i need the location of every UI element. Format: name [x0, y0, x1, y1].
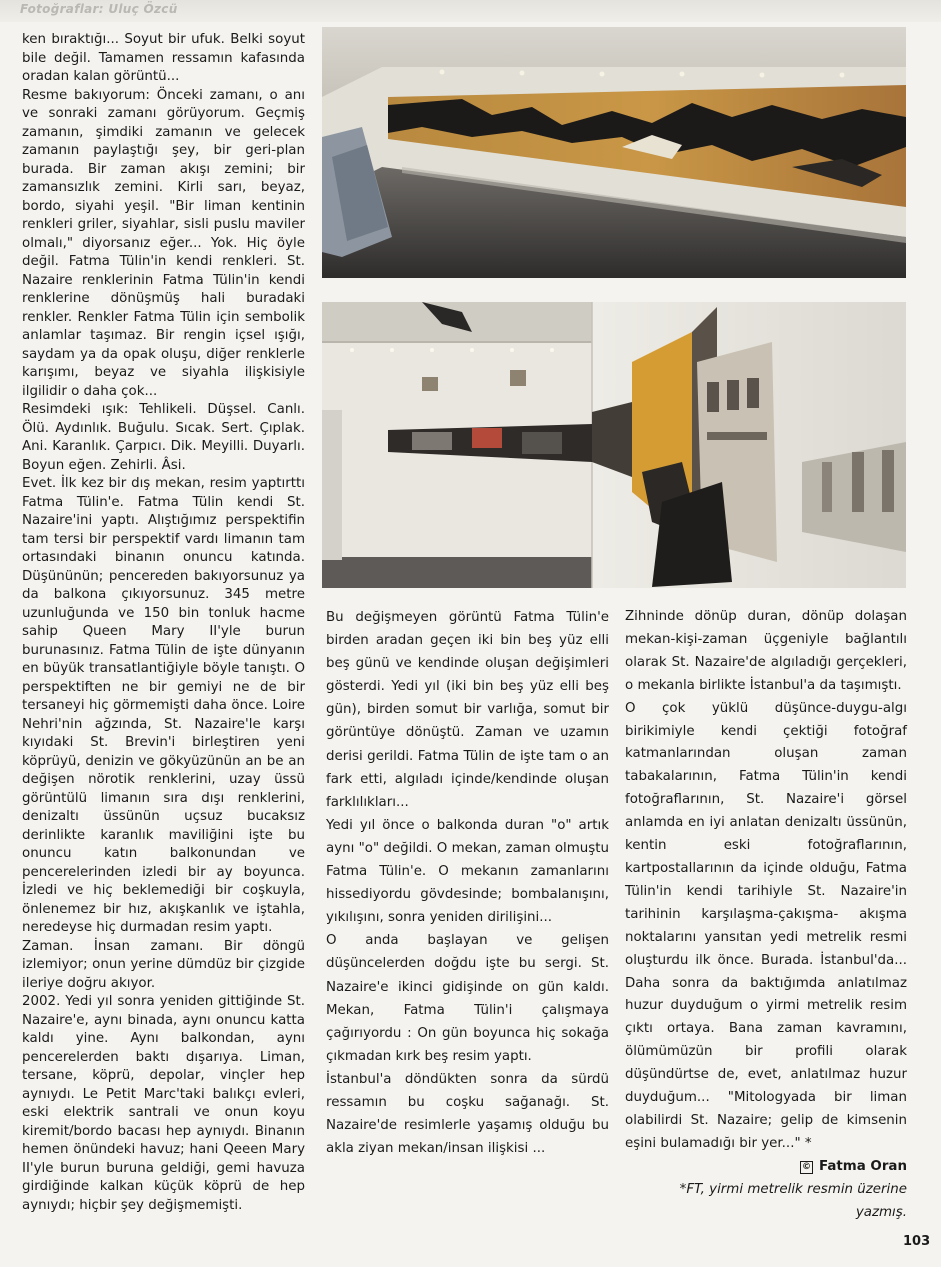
- paragraph: ken bıraktığı... Soyut bir ufuk. Belki soyut bile değil. Tamamen ressamın kafasında oradan kalan görüntü...: [22, 32, 305, 84]
- paragraph: O çok yüklü düşünce-duygu-algı birikimiyle kendi çektiği fotoğraf katmanlarından oluşan zaman tabakalarının, Fatma Tülin'in kendi fotoğraflarının, St. Nazaire'i görsel anlamda en iyi anlatan denizaltı üssünün, kentin eski fotoğraflarının, kartpostallarının da içinde olduğu, Fatma Tülin'in kendi tarihiyle St. Nazaire'in tarihinin karşılaşma-çakışma- akışma noktalarını yansıtan yedi metrelik resmi oluşturdu ilk önce. Burada. İstanbul'da... Daha sonra da baktığımda anlatılmaz huzur duyduğum o yirmi metrelik resim çıktı ortaya. Bana zaman kavramını, ölümümüzün bir profili olarak düşündürtse de, evet, anlatılmaz huzur duyduğum... "Mitologyada bir liman olabilirdi St. Nazaire; gelip de kimsenin eşini bulamadığı bir yer..." *: [625, 700, 907, 1151]
- paragraph: Zaman. İnsan zamanı. Bir döngü izlemiyor; onun yerine dümdüz bir çizgide ileriye doğru akıyor.: [22, 938, 305, 991]
- photo-credit: Fotoğraflar: Uluç Özcü: [20, 2, 178, 16]
- paragraph: Bu değişmeyen görüntü Fatma Tülin'e birden aradan geçen iki bin beş yüz elli beş günü ve kendinde oluşan değişimleri gösterdi. Yedi yıl (iki bin beş yüz elli beş gün), birden somut bir varlığa, somut bir görüntüye dönüştü. Zaman ve uzamın derisi gerildi. Fatma Tülin de işte tam o an fark etti, algıladı içinde/kendinde oluşan farklılıkları...: [326, 610, 609, 810]
- text-column-3: [625, 606, 907, 1224]
- paragraph: Evet. İlk kez bir dış mekan, resim yaptırttı Fatma Tülin'e. Fatma Tülin kendi St. Nazaire'ini yaptı. Alıştığımız perspektifin tam tersi bir perspektif vardı limanın tam ortasındaki binanın onuncu katında. Düşününün; pencereden bakıyorsunuz ya da balkona çıkıyorsunuz. 345 metre uzunluğunda ve 150 bin tonluk hacme sahip Queen Mary II'yle burun burunasınız. Fatma Tülin de işte dünyanın en büyük transatlantiğiyle böyle tanıştı. O perspektiften ne bir gemiyi ne de bir tersaneyi hiç görmemişti daha önce. Loire Nehri'nin ağzında, St. Nazaire'le karşı kıyıdaki St. Brevin'i birleştiren yeni köprüyü, denizin ve gökyüzünün an be an değişen nörotik renklerini, uzay üssü görüntülü limanın sıra dışı renklerini, denizaltı üssünün uçsuz bucaksız derinlikte karanlık maviliğini işte bu onuncu katın balkonundan ve pencerelerinden izledi bir ay boyunca. İzledi ve hiç beklemediği bir coşkuyla, önlenemez bir hız, akışkanlık ve iştahla, neredeyse hiç durmadan resim yaptı.: [22, 476, 305, 935]
- copyright-icon: ©: [801, 1161, 811, 1172]
- gallery-panorama-photo: [322, 27, 906, 278]
- paragraph: Resimdeki ışık: Tehlikeli. Düşsel. Canlı. Ölü. Aydınlık. Buğulu. Sıcak. Sert. Çıplak. Ani. Karanlık. Çarpıcı. Dik. Meyilli. Duyarlı. Boyun eğen. Zehirli. Âsi.: [22, 402, 305, 473]
- author-name: Fatma Oran: [818, 1158, 907, 1174]
- author-signature: [625, 1156, 907, 1179]
- page-number: 103: [903, 1234, 931, 1249]
- paragraph: 2002. Yedi yıl sonra yeniden gittiğinde St. Nazaire'e, aynı binada, aynı onuncu katta kaldı yine. Aynı balkondan, aynı pencerelerden baktı dışarıya. Liman, tersane, köprü, depolar, vinçler hep aynıydı. Le Petit Marc'taki balıkçı evleri, eski elektrik santrali ve onun koyu kiremit/bordo bacası hep aynıydı. Binanın hemen önündeki havuz; hani Qeeen Mary II'yle burun buruna geldiği, gemi havuza girdiğinde kalkan küçük köprü de hep aynıydı; hiçbir şey değişmemişti.: [22, 994, 305, 1213]
- paragraph: O anda başlayan ve gelişen düşüncelerden doğdu işte bu sergi. St. Nazaire'e ikinci gidişinde on gün kaldı. Mekan, Fatma Tülin'i çalışmaya çağırıyordu : On gün boyunca hiç sokağa çıkmadan kırk beş resim yaptı.: [326, 933, 609, 1064]
- paragraph: Yedi yıl önce o balkonda duran "o" artık aynı "o" değildi. O mekan, zaman olmuştu Fatma Tülin'e. O mekanın zamanlarını hissediyordu gövdesinde; bombalanışını, yıkılışını, sonra yeniden dirilişini...: [326, 817, 609, 926]
- gallery-collage-photo: [322, 302, 906, 588]
- footnote: *FT, yirmi metrelik resmin üzerine yazmış.: [679, 1181, 907, 1220]
- paragraph: Resme bakıyorum: Önceki zamanı, o anı ve sonraki zamanı görüyorum. Geçmiş zamanın, şimdiki zamanın ve gelecek zamanın paylaştığı şey, bir geri-plan burada. Bir zaman akışı zemini; bir zamansızlık zemini. Kirli sarı, beyaz, bordo, siyahi yeşil. "Bir liman kentinin renkleri griler, siyahlar, sisli puslu maviler olmalı," diyorsanız eğer... Yok. Hiç öyle değil. Fatma Tülin'in kendi renkleri. St. Nazaire renklerinin Fatma Tülin'in kendi renklerine dönüşmüş hali buradaki renkler. Renkler Fatma Tülin için sembolik anlamlar taşımaz. Bir rengin içsel ışığı, saydam ya da opak oluşu, diğer renklerle karışımı, beyaz ve siyahla ilişkisiyle ilgilidir o daha çok...: [22, 87, 305, 399]
- paragraph: Zihninde dönüp duran, dönüp dolaşan mekan-kişi-zaman üçgeniyle bağlantılı olarak St. Nazaire'de algıladığı gerçekleri, o mekanla birlikte İstanbul'a da taşımıştı.: [625, 609, 907, 693]
- text-column-1: [22, 31, 305, 1215]
- text-column-2: [326, 606, 609, 1160]
- paragraph: İstanbul'a döndükten sonra da sürdü ressamın bu coşku sağanağı. St. Nazaire'de resimlerle yaşamış olduğu bu akla ziyan mekan/insan ilişkisi ...: [326, 1071, 609, 1157]
